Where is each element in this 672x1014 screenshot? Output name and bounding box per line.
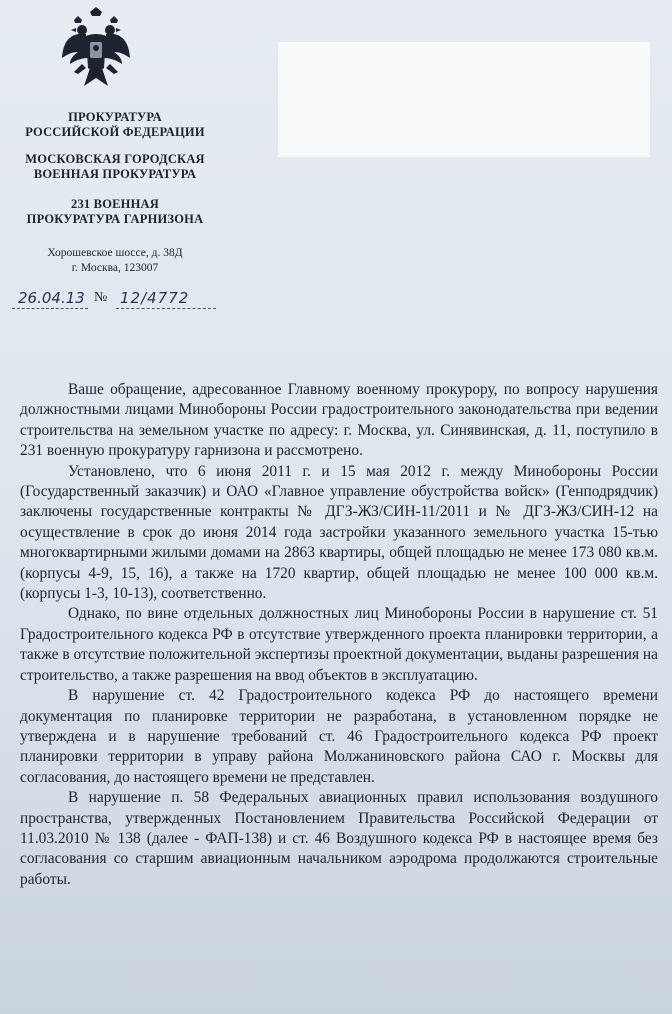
registration-line (12, 289, 218, 311)
registration-number-label: № (94, 290, 108, 305)
paragraph: Ваше обращение, адресованное Главному военному прокурору, по вопросу нарушения должностными лицами Минобороны России градостроительного законодательства при ведении строительства на земельном участке по адресу: г. Москва, ул. Синявинская, д. 11, поступило в 231 военную прокуратуру гарнизона и рассмотрено. (20, 381, 658, 460)
org-address (0, 246, 230, 276)
registration-date: 26.04.13 (18, 289, 85, 307)
org-name-city-military-prosecutor (0, 152, 230, 182)
double-headed-eagle-icon (60, 6, 132, 92)
paragraph: Однако, по вине отдельных должностных лиц Минобороны России в нарушение ст. 51 Градостроительного кодекса РФ в отсутствие утвержденного проекта планировки территории, а также в отсутствие положительной экспертизы проектной документации, выданы разрешения на строительство, а также разрешения на ввод объектов в эксплуатацию. (20, 605, 658, 684)
org-name-prosecutor-office (0, 110, 230, 140)
org-line: ПРОКУРАТУРА ГАРНИЗОНА (26, 212, 204, 226)
org-line: ВОЕННАЯ ПРОКУРАТУРА (33, 167, 197, 181)
org-line: РОССИЙСКОЙ ФЕДЕРАЦИИ (25, 125, 205, 139)
address-line: г. Москва, 123007 (71, 262, 159, 274)
org-line: 231 ВОЕННАЯ (71, 197, 159, 211)
letter-body (20, 380, 658, 890)
date-underline (12, 308, 88, 309)
org-line: МОСКОВСКАЯ ГОРОДСКАЯ (25, 152, 205, 166)
registration-number: 12/4772 (120, 289, 190, 307)
redacted-addressee (278, 42, 650, 157)
paragraph: Установлено, что 6 июня 2011 г. и 15 мая 2012 г. между Минобороны России (Государственный заказчик) и ОАО «Главное управление обустройства войск» (Генподрядчик) заключены государственные контракты № ДГЗ-ЖЗ/СИН-11/2011 и № ДГЗ-ЖЗ/СИН-12 на осуществление в срок до июня 2014 года застройки указанного земельного участка 15-тью многоквартирными жилыми домами на 2863 квартиры, общей площадью не менее 173 080 кв.м. (корпусы 4-9, 15, 16), а также на 1720 квартир, общей площадью не менее 100 000 кв.м. (корпусы 1-3, 10-13), соответственно. (20, 462, 658, 603)
org-line: ПРОКУРАТУРА (68, 110, 162, 124)
number-underline (116, 308, 216, 309)
org-name-garrison-prosecutor (0, 197, 230, 227)
address-line: Хорошевское шоссе, д. 38Д (47, 247, 183, 259)
paragraph: В нарушение ст. 42 Градостроительного кодекса РФ до настоящего времени документация по планировке территории не разработана, в установленном порядке не утверждена и в нарушение требований ст. 46 Градостроительного кодекса РФ проект планировки территории в управу района Молжаниновского района САО г. Москвы для согласования, до настоящего времени не представлен. (20, 687, 658, 786)
paragraph: В нарушение п. 58 Федеральных авиационных правил использования воздушного пространства, утвержденных Постановлением Правительства Российской Федерации от 11.03.2010 № 138 (далее - ФАП-138) и ст. 46 Воздушного кодекса РФ в настоящее время без согласования со старшим авиационным начальником аэродрома продолжаются строительные работы. (20, 789, 658, 888)
